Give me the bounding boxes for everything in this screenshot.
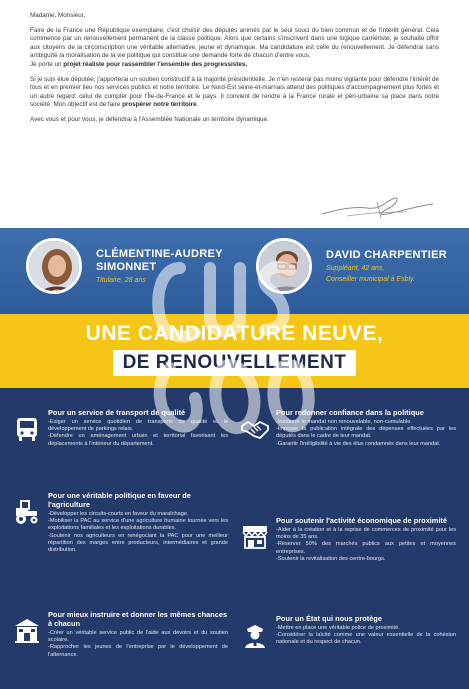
program-item-title: Pour redonner confiance dans la politique [276, 408, 424, 417]
candidate-name: DAVID CHARPENTIER [326, 248, 448, 261]
program-item-agriculture [12, 491, 228, 554]
program-bullet: -Instaurer le mandat non renouvelable, non-cumulable. [276, 419, 412, 425]
candidates-band [0, 228, 469, 314]
police-icon [240, 620, 270, 650]
candidate-role: Suppléant, 42 ans, [326, 264, 385, 272]
letter [0, 0, 469, 228]
candidate-photo [256, 238, 312, 294]
program-bullet: -Considérer la laïcité comme une valeur essentielle de la cohésion nationale et du respect de chacun. [276, 632, 456, 646]
program-item-title: Pour soutenir l'activité économique de proximité [276, 516, 447, 525]
candidate-photo [26, 238, 82, 294]
program-bullet: -Défendre un aménagement urbain et territorial favorisant les déplacements à l'intérieur du département. [48, 433, 228, 447]
program-bullet: -Exiger un service quotidien de transports de qualité et le développement de parkings relais. [48, 419, 228, 433]
bus-icon [12, 414, 42, 444]
headline-line-1: UNE CANDIDATURE NEUVE, [85, 322, 384, 345]
candidate-role: Titulaire, 28 ans [96, 276, 146, 284]
program-item-title: Pour un État qui nous protège [276, 614, 382, 623]
handshake-icon [240, 414, 270, 444]
program-bullet: -Aider à la création et à la reprise de commerces de proximité pour les moins de 35 ans. [276, 527, 456, 541]
letter-salutation: Madame, Monsieur, [30, 12, 86, 19]
tractor-icon [12, 497, 42, 527]
program-bullet: -Rapprocher les jeunes de l'entreprise par le développement de l'alternance. [48, 644, 228, 658]
program-item-transport [12, 408, 228, 448]
program-item-title: Pour une véritable politique en faveur de l'agriculture [48, 491, 191, 509]
shop-icon [240, 522, 270, 552]
program-item-security [240, 614, 456, 650]
program-item-economy [240, 516, 456, 563]
program-section [0, 388, 469, 689]
candidate-titular [26, 238, 223, 294]
program-bullet: -Mettre en place une véritable police de proximité. [276, 625, 400, 631]
candidate-substitute [256, 238, 447, 294]
headline-band [0, 314, 469, 388]
headline-line-2: DE RENOUVELLEMENT [113, 350, 357, 376]
candidate-name: CLÉMENTINE-AUDREY [96, 247, 223, 260]
school-icon [12, 616, 42, 646]
program-bullet: -Mobiliser la PAC au service d'une agriculture humaine tournée vers les exploitations familiales et les exploitations durables. [48, 518, 228, 532]
candidate-role-detail: Conseiller municipal à Esbly. [326, 275, 415, 283]
letter-paragraph-3: Avec vous et pour vous, je défendrai à l'Assemblée Nationale un territoire dynamique. [30, 115, 269, 123]
program-bullet: -Garantir l'inéligibilité à vie des élus condamnés dans leur mandat. [276, 440, 441, 447]
program-item-education [12, 610, 228, 659]
program-item-title: Pour un service de transport de qualité [48, 408, 186, 417]
program-bullet: -Développer les circuits-courts en faveur du maraîchage. [48, 511, 189, 517]
candidate-surname: SIMONNET [96, 260, 157, 273]
program-bullet: -Créer un véritable service public de l'aide aux devoirs et du soutien scolaire. [48, 630, 228, 644]
program-bullet: -Imposer la publication intégrale des dépenses effectuées par les députés dans le cadre de leur mandat. [276, 426, 456, 440]
program-bullet: -Soutenir nos agriculteurs en renégociant la PAC pour une meilleur répartition des marges entre producteurs, intermédiaires et grande distribution. [48, 532, 228, 554]
program-item-trust [240, 408, 456, 448]
program-item-title: Pour mieux instruire et donner les mêmes chances à chacun [48, 610, 228, 628]
program-bullet: -Réserver 50% des marchés publics aux petites et moyennes entreprises. [276, 541, 456, 555]
letter-paragraph-1: Faire de la France une République exemplaire, c'est choisir des députés animés par le seul souci du bien commun et de l'intérêt général. Cela commence par un renouvellement permanent de la classe politique. Alors que certains s'inscrivent dans une logique carriériste, je souhaite offrir aux citoyens de la circonscription une véritable alternative, jeune et dynamique. Ma candidature est celle du renouvellement. Je défendrai sans ambiguïté la moralisation de la vie politique qui constitue une demande forte de chacun d'entre vous. Je porte un projet réaliste pour rassembler l'ensemble des progressistes. [30, 26, 439, 68]
signature [317, 192, 437, 222]
letter-paragraph-2: Si je suis élue députée, j'apporterai un soutien constructif à la majorité présidentielle. Je n'en resterai pas moins vigilante pour défendre l'intérêt de tous et en premier lieu nos services publics et notre territoire. Le Nord-Est seine-et-marnais attend des politiques d'accompagnement plus fortes et un autre regard: celui de compter pour l'Île-de-France et le pays. Il convient de rendre à la France rurale et péri-urbaine sa place dans notre société. Mon objectif est de faire prospérer notre territoire. [30, 75, 439, 109]
program-bullet: -Soutenir la revitalisation des centre-bourgs. [276, 555, 386, 562]
